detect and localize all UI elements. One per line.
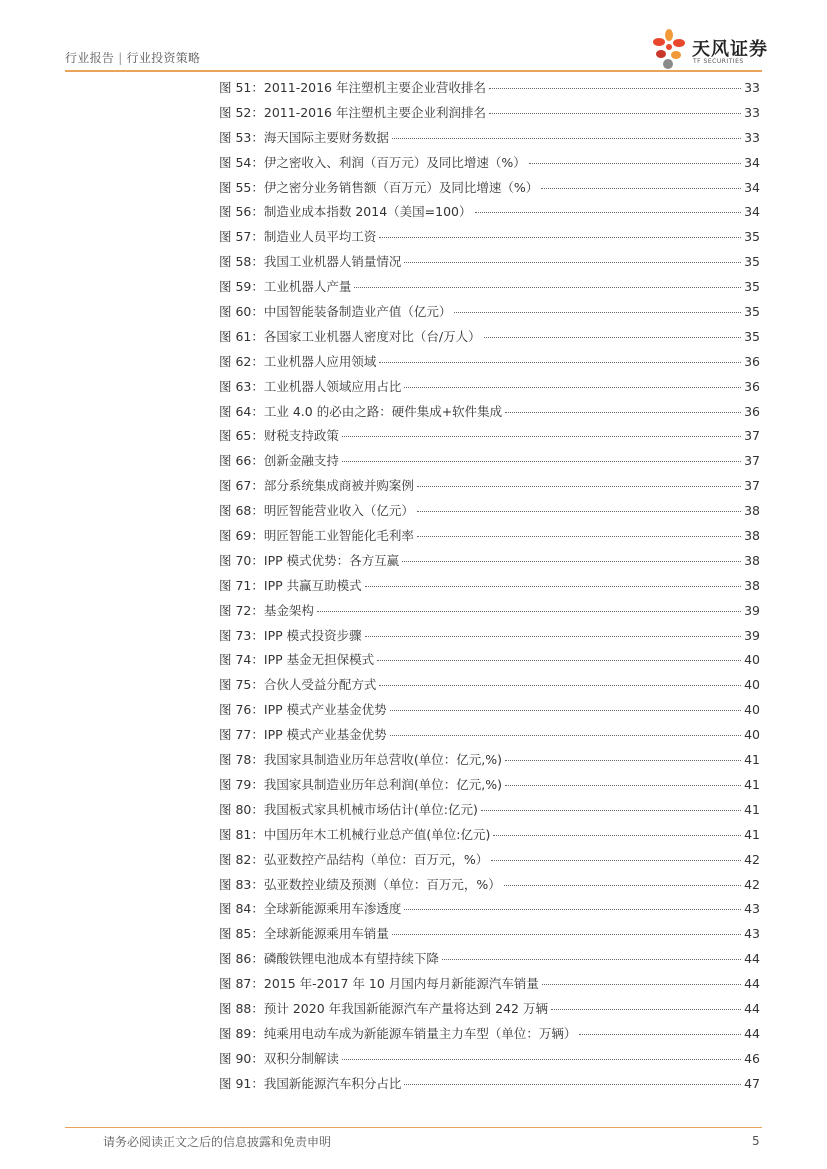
toc-entry[interactable]: [219, 1049, 760, 1074]
toc-leader-dots: [417, 485, 741, 487]
toc-entry[interactable]: [219, 551, 760, 576]
toc-entry-page[interactable]: 40: [744, 727, 760, 743]
toc-entry[interactable]: [219, 526, 760, 551]
toc-entry-label[interactable]: 图 55：伊之密分业务销售额（百万元）及同比增速（%）: [219, 179, 539, 195]
toc-entry-page[interactable]: 38: [744, 577, 760, 593]
toc-entry[interactable]: [219, 650, 760, 675]
toc-entry[interactable]: [219, 302, 760, 327]
toc-leader-dots: [379, 361, 741, 363]
toc-entry[interactable]: [219, 377, 760, 402]
toc-entry-page[interactable]: 41: [744, 752, 760, 768]
toc-entry-label[interactable]: 图 52：2011-2016 年注塑机主要企业利润排名: [219, 104, 486, 120]
toc-entry-page[interactable]: 44: [744, 951, 760, 967]
toc-entry[interactable]: [219, 1074, 760, 1099]
toc-entry-label[interactable]: 图 67：部分系统集成商被并购案例: [219, 478, 414, 494]
toc-entry-page[interactable]: 39: [744, 627, 760, 643]
toc-leader-dots: [529, 162, 741, 164]
toc-entry-page[interactable]: 39: [744, 602, 760, 618]
toc-leader-dots: [475, 211, 742, 213]
toc-entry-page[interactable]: 44: [744, 976, 760, 992]
toc-leader-dots: [504, 884, 741, 886]
toc-entry-label[interactable]: 图 59：工业机器人产量: [219, 279, 352, 295]
toc-entry-page[interactable]: 35: [744, 304, 760, 320]
report-header: [65, 49, 200, 66]
toc-entry[interactable]: [219, 402, 760, 427]
toc-entry[interactable]: [219, 999, 760, 1024]
toc-leader-dots: [377, 659, 741, 661]
logo-petal-icon: [650, 26, 692, 72]
toc-entry-label[interactable]: 图 70：IPP 模式优势：各方互赢: [219, 552, 400, 568]
toc-leader-dots: [542, 983, 741, 985]
toc-leader-dots: [365, 635, 741, 637]
report-subcategory: 行业投资策略: [126, 51, 201, 65]
toc-leader-dots: [342, 460, 741, 462]
toc-leader-dots: [484, 336, 742, 338]
toc-leader-dots: [541, 187, 741, 189]
figure-list: [219, 78, 760, 1099]
toc-leader-dots: [404, 386, 741, 388]
toc-entry-page[interactable]: 40: [744, 677, 760, 693]
toc-entry-page[interactable]: 38: [744, 552, 760, 568]
toc-entry-page[interactable]: 46: [744, 1050, 760, 1066]
toc-entry[interactable]: [219, 426, 760, 451]
toc-leader-dots: [551, 1008, 741, 1010]
toc-entry[interactable]: [219, 352, 760, 377]
toc-entry-label[interactable]: 图 65：财税支持政策: [219, 428, 339, 444]
toc-leader-dots: [404, 261, 741, 263]
toc-entry-label[interactable]: 图 57：制造业人员平均工资: [219, 229, 377, 245]
toc-entry-page[interactable]: 36: [744, 403, 760, 419]
toc-entry[interactable]: [219, 153, 760, 178]
toc-leader-dots: [505, 759, 741, 761]
toc-entry-page[interactable]: 38: [744, 503, 760, 519]
toc-entry-page[interactable]: 35: [744, 328, 760, 344]
toc-entry-label[interactable]: 图 56：制造业成本指数 2014（美国=100）: [219, 204, 472, 220]
company-logo: [650, 26, 770, 72]
toc-leader-dots: [365, 585, 741, 587]
toc-entry-page[interactable]: 35: [744, 279, 760, 295]
toc-leader-dots: [379, 236, 741, 238]
toc-entry-page[interactable]: 42: [744, 876, 760, 892]
toc-entry-page[interactable]: 42: [744, 851, 760, 867]
toc-entry[interactable]: [219, 1024, 760, 1049]
toc-entry-page[interactable]: 33: [744, 80, 760, 95]
toc-entry-page[interactable]: 47: [744, 1075, 760, 1091]
toc-entry-page[interactable]: 37: [744, 453, 760, 469]
toc-entry[interactable]: [219, 899, 760, 924]
toc-entry-label[interactable]: 图 73：IPP 模式投资步骤: [219, 627, 362, 643]
toc-entry[interactable]: [219, 178, 760, 203]
toc-entry-label[interactable]: 图 79：我国家具制造业历年总利润(单位：亿元,%): [219, 776, 502, 792]
toc-entry-page[interactable]: 44: [744, 1000, 760, 1016]
toc-entry-page[interactable]: 38: [744, 528, 760, 544]
toc-entry[interactable]: [219, 775, 760, 800]
toc-entry-label[interactable]: 图 75：合伙人受益分配方式: [219, 677, 377, 693]
footer-rule: [65, 1127, 762, 1128]
toc-entry[interactable]: [219, 327, 760, 352]
toc-entry-page[interactable]: 43: [744, 926, 760, 942]
toc-entry[interactable]: [219, 476, 760, 501]
toc-leader-dots: [481, 809, 741, 811]
toc-entry[interactable]: [219, 924, 760, 949]
toc-leader-dots: [417, 535, 741, 537]
toc-entry-page[interactable]: 36: [744, 378, 760, 394]
toc-entry[interactable]: [219, 725, 760, 750]
toc-entry-label[interactable]: 图 88：预计 2020 年我国新能源汽车产量将达到 242 万辆: [219, 1000, 548, 1016]
toc-entry-label[interactable]: 图 81：中国历年木工机械行业总产值(单位:亿元): [219, 826, 491, 842]
toc-entry[interactable]: [219, 875, 760, 900]
toc-entry-label[interactable]: 图 64：工业 4.0 的必由之路：硬件集成+软件集成: [219, 403, 503, 419]
toc-entry-label[interactable]: 图 85：全球新能源乘用车销量: [219, 926, 389, 942]
toc-entry-label[interactable]: 图 54：伊之密收入、利润（百万元）及同比增速（%）: [219, 154, 526, 170]
toc-leader-dots: [404, 908, 741, 910]
toc-entry-label[interactable]: 图 91：我国新能源汽车积分占比: [219, 1075, 402, 1091]
logo-name-en: TF SECURITIES: [693, 58, 744, 65]
toc-entry-label[interactable]: 图 58：我国工业机器人销量情况: [219, 254, 402, 270]
toc-entry[interactable]: [219, 601, 760, 626]
toc-entry-label[interactable]: 图 69：明匠智能工业智能化毛利率: [219, 528, 414, 544]
toc-leader-dots: [442, 958, 741, 960]
toc-entry-label[interactable]: 图 76：IPP 模式产业基金优势: [219, 702, 387, 718]
toc-entry[interactable]: [219, 675, 760, 700]
toc-entry-label[interactable]: 图 90：双积分制解读: [219, 1050, 339, 1066]
toc-entry-page[interactable]: 43: [744, 901, 760, 917]
toc-entry[interactable]: [219, 78, 760, 103]
toc-entry-page[interactable]: 33: [744, 129, 760, 145]
toc-entry-page[interactable]: 34: [744, 179, 760, 195]
toc-entry-page[interactable]: 41: [744, 801, 760, 817]
toc-entry-label[interactable]: 图 84：全球新能源乘用车渗透度: [219, 901, 402, 917]
toc-leader-dots: [402, 560, 741, 562]
toc-entry-page[interactable]: 34: [744, 204, 760, 220]
toc-entry-label[interactable]: 图 61：各国家工业机器人密度对比（台/万人）: [219, 328, 481, 344]
toc-entry-label[interactable]: 图 89：纯乘用电动车成为新能源车销量主力车型（单位：万辆）: [219, 1025, 577, 1041]
toc-entry[interactable]: [219, 128, 760, 153]
toc-leader-dots: [379, 684, 741, 686]
toc-leader-dots: [390, 709, 741, 711]
toc-entry-page[interactable]: 34: [744, 154, 760, 170]
toc-entry[interactable]: [219, 451, 760, 476]
toc-leader-dots: [390, 734, 741, 736]
toc-entry[interactable]: [219, 750, 760, 775]
toc-entry-page[interactable]: 35: [744, 254, 760, 270]
toc-leader-dots: [579, 1033, 741, 1035]
toc-entry-label[interactable]: 图 86：磷酸铁锂电池成本有望持续下降: [219, 951, 439, 967]
toc-entry-label[interactable]: 图 51：2011-2016 年注塑机主要企业营收排名: [219, 80, 486, 95]
toc-entry[interactable]: [219, 576, 760, 601]
toc-entry-label[interactable]: 图 66：创新金融支持: [219, 453, 339, 469]
toc-entry-label[interactable]: 图 53：海天国际主要财务数据: [219, 129, 389, 145]
toc-entry[interactable]: [219, 252, 760, 277]
toc-entry-page[interactable]: 37: [744, 428, 760, 444]
toc-entry-page[interactable]: 41: [744, 826, 760, 842]
toc-leader-dots: [342, 435, 741, 437]
toc-leader-dots: [404, 1083, 741, 1085]
toc-entry-page[interactable]: 40: [744, 652, 760, 668]
toc-leader-dots: [392, 933, 741, 935]
toc-entry-label[interactable]: 图 83：弘亚数控业绩及预测（单位：百万元，%）: [219, 876, 501, 892]
toc-leader-dots: [342, 1058, 741, 1060]
header-rule: [65, 70, 762, 72]
logo-name-cn: 天风证券: [692, 39, 768, 60]
toc-entry-page[interactable]: 44: [744, 1025, 760, 1041]
page-number: 5: [752, 1134, 760, 1148]
toc-entry[interactable]: [219, 949, 760, 974]
toc-leader-dots: [354, 286, 741, 288]
toc-entry-label[interactable]: 图 74：IPP 基金无担保模式: [219, 652, 375, 668]
toc-entry-label[interactable]: 图 60：中国智能装备制造业产值（亿元）: [219, 304, 452, 320]
report-category: 行业报告: [65, 51, 115, 65]
toc-entry[interactable]: [219, 850, 760, 875]
toc-leader-dots: [493, 834, 741, 836]
toc-entry[interactable]: [219, 103, 760, 128]
toc-entry-page[interactable]: 33: [744, 104, 760, 120]
toc-leader-dots: [489, 87, 741, 89]
toc-entry-label[interactable]: 图 68：明匠智能营业收入（亿元）: [219, 503, 414, 519]
toc-leader-dots: [454, 311, 741, 313]
toc-entry-label[interactable]: 图 78：我国家具制造业历年总营收(单位：亿元,%): [219, 752, 502, 768]
toc-entry-label[interactable]: 图 87：2015 年-2017 年 10 月国内每月新能源汽车销量: [219, 976, 539, 992]
toc-entry-page[interactable]: 41: [744, 776, 760, 792]
toc-entry-label[interactable]: 图 72：基金架构: [219, 602, 314, 618]
toc-entry-label[interactable]: 图 71：IPP 共赢互助模式: [219, 577, 362, 593]
toc-entry[interactable]: [219, 800, 760, 825]
toc-entry-page[interactable]: 40: [744, 702, 760, 718]
toc-leader-dots: [491, 859, 741, 861]
toc-leader-dots: [505, 784, 741, 786]
toc-entry[interactable]: [219, 700, 760, 725]
toc-entry-page[interactable]: 37: [744, 478, 760, 494]
toc-leader-dots: [505, 411, 741, 413]
toc-entry[interactable]: [219, 974, 760, 999]
toc-entry-label[interactable]: 图 82：弘亚数控产品结构（单位：百万元，%）: [219, 851, 489, 867]
toc-entry-label[interactable]: 图 80：我国板式家具机械市场估计(单位:亿元): [219, 801, 478, 817]
toc-entry-label[interactable]: 图 62：工业机器人应用领域: [219, 353, 377, 369]
toc-entry[interactable]: [219, 227, 760, 252]
toc-entry-page[interactable]: 36: [744, 353, 760, 369]
toc-leader-dots: [317, 610, 741, 612]
toc-entry[interactable]: [219, 501, 760, 526]
toc-entry[interactable]: [219, 277, 760, 302]
toc-entry-page[interactable]: 35: [744, 229, 760, 245]
toc-entry-label[interactable]: 图 63：工业机器人领域应用占比: [219, 378, 402, 394]
toc-entry[interactable]: [219, 202, 760, 227]
toc-leader-dots: [417, 510, 741, 512]
footer-disclaimer: 请务必阅读正文之后的信息披露和免责申明: [103, 1135, 332, 1149]
toc-entry-label[interactable]: 图 77：IPP 模式产业基金优势: [219, 727, 387, 743]
header-separator: |: [118, 51, 123, 65]
toc-entry[interactable]: [219, 626, 760, 651]
toc-leader-dots: [392, 137, 741, 139]
toc-entry[interactable]: [219, 825, 760, 850]
toc-leader-dots: [489, 112, 741, 114]
